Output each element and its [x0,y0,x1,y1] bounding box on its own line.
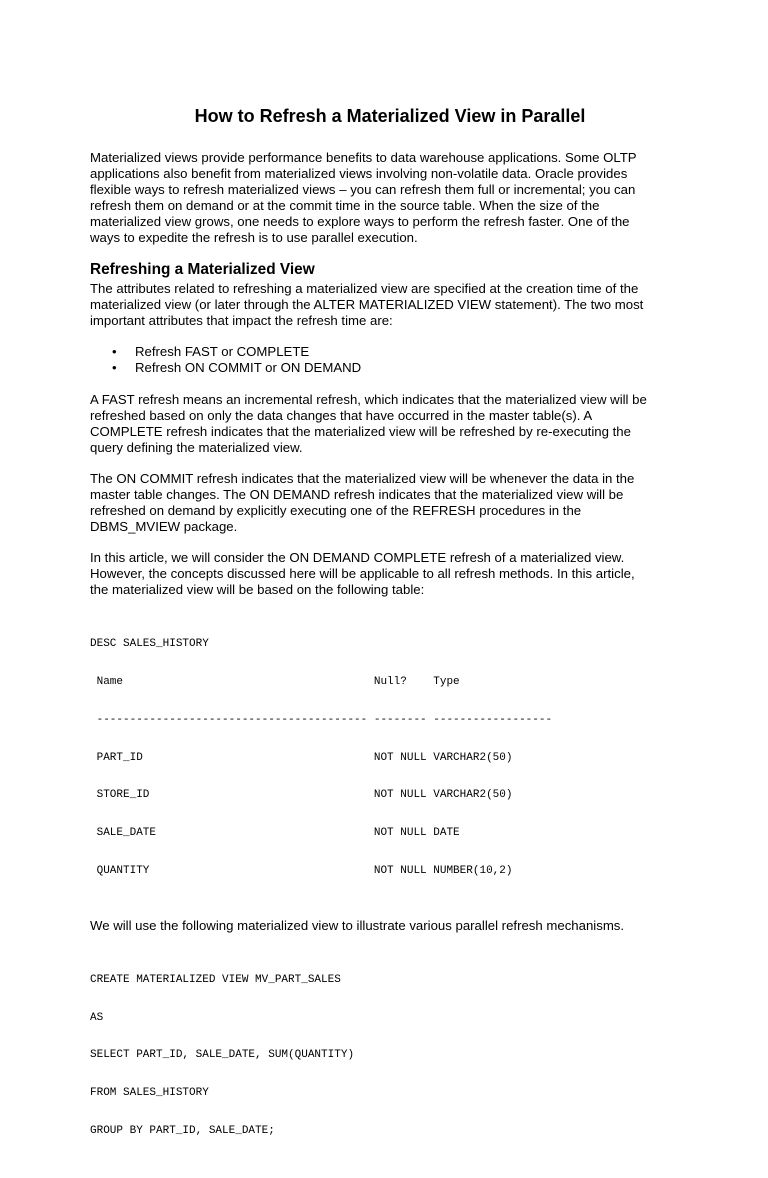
refresh-attributes-list [90,344,690,376]
article-line: In this article, we will consider the ON DEMAND COMPLETE refresh of a materialized view. [90,550,625,565]
fast-refresh-paragraph [90,392,690,456]
desc-table-code-block [90,613,690,903]
use-line: We will use the following materialized view to illustrate various parallel refresh mechanisms. [90,917,625,933]
commit-line: refreshed on demand by explicitly executing one of the REFRESH procedures in the [90,503,582,518]
code-line: SELECT PART_ID, SALE_DATE, SUM(QUANTITY) [90,1049,355,1062]
intro-paragraph [90,150,690,246]
section-line: materialized view (or later through the ALTER MATERIALIZED VIEW statement). The two most [90,297,644,312]
code-line: CREATE MATERIALIZED VIEW MV_PART_SALES [90,973,341,986]
article-line: the materialized view will be based on the following table: [90,582,425,597]
list-item-text: Refresh ON COMMIT or ON DEMAND [135,360,362,375]
page-title: How to Refresh a Materialized View in Parallel [194,106,586,126]
document-page [90,102,690,1178]
section-paragraph [90,281,690,329]
commit-line: master table changes. The ON DEMAND refresh indicates that the materialized view will be [90,487,624,502]
intro-line: materialized view grows, one needs to explore ways to perform the refresh faster. One of the [90,214,630,229]
code-line: FROM SALES_HISTORY [90,1087,209,1100]
code-line: STORE_ID NOT NULL VARCHAR2(50) [90,789,513,802]
commit-line: The ON COMMIT refresh indicates that the materialized view will be whenever the data in the [90,471,635,486]
code-line: QUANTITY NOT NULL NUMBER(10,2) [90,864,513,877]
fast-line: COMPLETE refresh indicates that the materialized view will be refreshed by re-executing the [90,424,631,439]
list-item-text: Refresh FAST or COMPLETE [135,344,310,359]
code-line: PART_ID NOT NULL VARCHAR2(50) [90,751,513,764]
create-view-code-block [90,949,690,1163]
fast-line: A FAST refresh means an incremental refresh, which indicates that the materialized view will be [90,392,647,407]
list-item [90,360,690,376]
code-line: DESC SALES_HISTORY [90,638,209,651]
intro-line: applications also benefit from materialized views involving non-volatile data. Oracle provides [90,166,628,181]
bullet-icon: • [112,344,117,359]
fast-line: query defining the materialized view. [90,440,303,455]
intro-line: ways to expedite the refresh is to use parallel execution. [90,230,418,245]
commit-line: DBMS_MVIEW package. [90,519,238,534]
article-scope-paragraph [90,550,690,598]
list-item [90,344,690,360]
code-line: GROUP BY PART_ID, SALE_DATE; [90,1124,275,1137]
code-line: ----------------------------------------- -------- ------------------ [90,713,553,726]
section-heading: Refreshing a Materialized View [90,261,315,278]
intro-line: Materialized views provide performance benefits to data warehouse applications. Some OLTP [90,150,637,165]
intro-line: refresh them on demand or at the commit time in the source table. When the size of the [90,198,600,213]
materialized-view-intro-paragraph [90,918,690,934]
code-line: Name Null? Type [90,675,460,688]
code-line: SALE_DATE NOT NULL DATE [90,827,460,840]
fast-line: refreshed based on only the data changes that have occurred in the master table(s). A [90,408,593,423]
intro-line: flexible ways to refresh materialized views – you can refresh them full or incremental; you can [90,182,636,197]
section-line: important attributes that impact the refresh time are: [90,313,393,328]
code-line: AS [90,1011,104,1024]
bullet-icon: • [112,360,117,375]
article-line: However, the concepts discussed here will be applicable to all refresh methods. In this article, [90,566,635,581]
on-commit-paragraph [90,471,690,535]
section-line: The attributes related to refreshing a materialized view are specified at the creation time of the [90,281,639,296]
